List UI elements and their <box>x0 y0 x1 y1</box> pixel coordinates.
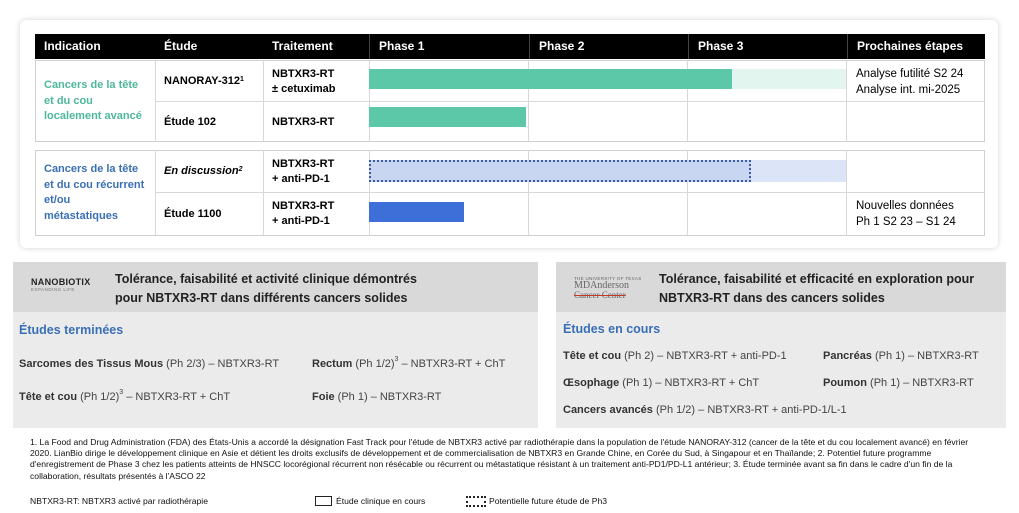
panel-left-title: Tolérance, faisabilité et activité clinique démontrés pour NBTXR3-RT dans différents cancers solides <box>115 272 417 305</box>
panel-ongoing-studies <box>556 262 1006 428</box>
progress-bar-en-discussion <box>369 160 751 182</box>
header-phase3: Phase 3 <box>688 34 847 59</box>
list-item: Foie (Ph 1) – NBTXR3-RT <box>312 391 442 403</box>
legend-solid-label: Étude clinique en cours <box>336 496 426 506</box>
list-item: Pancréas (Ph 1) – NBTXR3-RT <box>823 350 979 362</box>
header-phase1: Phase 1 <box>369 34 529 59</box>
study-1100: Étude 1100 <box>164 208 222 220</box>
list-item: Sarcomes des Tissus Mous (Ph 2/3) – NBTXR3-RT <box>19 358 280 370</box>
group1-indication: Cancers de la tête et du cou localement avancé <box>44 79 142 122</box>
treatment-en-discussion: NBTXR3-RT + anti-PD-1 <box>272 158 335 185</box>
group2-indication: Cancers de la tête et du cou récurrent et/ou métastatiques <box>44 163 145 222</box>
footnote: 1. La Food and Drug Administration (FDA) des États-Unis a accordé la désignation Fast Track pour l'étude de NBTXR3 activé par radiothérapie dans la population de l'étude NANORAY-312 (cancer de la tête et du cou localement avancé) en février 2020. LianBio dirige le développement clinique en Asie et détient les droits exclusifs de développement et de commercialisation de NBTXR3 en Grande Chine, en Corée du Sud, à Singapour et en Thaïlande; 2. Potentiel future programme d'enregistrement de Phase 3 chez les patients atteints de HNSCC locorégional récurrent non résécable ou récurrent ou métastatique résistant à un traitement anti-PD1/PD-L1 antérieur; 3. Étude terminée avant sa fin dans le cadre d'un fin de la collaboration, résultats présentés à l'ASCO 22 <box>30 437 969 481</box>
legend-dotted-label: Potentielle future étude de Ph3 <box>489 496 608 506</box>
panel-right-subtitle: Études en cours <box>563 322 661 336</box>
treatment-1100: NBTXR3-RT + anti-PD-1 <box>272 200 335 227</box>
nanobiotix-logo: NANOBIOTIX EXPANDING LIFE <box>31 277 91 292</box>
header-traitement: Traitement <box>263 34 369 59</box>
header-phase2: Phase 2 <box>529 34 688 59</box>
list-item: Tête et cou (Ph 1/2)$^3$ – NBTXR3-RT + ChT <box>19 389 231 403</box>
progress-bar-1100 <box>369 202 464 222</box>
list-item: Cancers avancés (Ph 1/2) – NBTXR3-RT + anti-PD-1/L-1 <box>563 404 847 416</box>
treatment-102: NBTXR3-RT <box>272 116 335 128</box>
header-etude: Étude <box>155 34 263 59</box>
list-item: Tête et cou (Ph 2) – NBTXR3-RT + anti-PD-1 <box>563 350 787 362</box>
next-steps-1100: Nouvelles données Ph 1 S2 23 – S1 24 <box>856 200 956 228</box>
study-nanoray-312: NANORAY-$312^1$ <box>164 75 244 87</box>
list-item: Œsophage (Ph 1) – NBTXR3-RT + ChT <box>563 377 760 389</box>
panel-completed-studies <box>13 262 538 428</box>
study-102: Étude 102 <box>164 116 216 128</box>
header-next-steps: Prochaines étapes <box>847 34 985 59</box>
legend-dotted-swatch <box>466 496 486 507</box>
header-indication: Indication <box>35 34 155 59</box>
list-item: Rectum (Ph 1/2)$^3$ – NBTXR3-RT + ChT <box>312 356 506 370</box>
legend-solid-swatch <box>315 496 332 506</box>
next-steps-nanoray-312: Analyse futilité S2 24 Analyse int. mi-2025 <box>856 68 964 96</box>
md-anderson-logo: THE UNIVERSITY OF TEXAS MDAnderson Cancer Center <box>574 276 642 300</box>
progress-bar-nanoray-312 <box>369 69 732 89</box>
legend-abbreviation: NBTXR3-RT: NBTXR3 activé par radiothérapie <box>30 496 208 506</box>
panel-left-subtitle: Études terminées <box>19 323 124 337</box>
list-item: Poumon (Ph 1) – NBTXR3-RT <box>823 377 974 389</box>
study-en-discussion: En discussion$^2$ <box>164 165 243 177</box>
treatment-nanoray-312: NBTXR3-RT ± cetuximab <box>272 68 336 95</box>
panel-right-title: Tolérance, faisabilité et efficacité en exploration pour NBTXR3-RT dans des cancers solides <box>659 272 975 305</box>
progress-bar-102 <box>369 107 526 127</box>
